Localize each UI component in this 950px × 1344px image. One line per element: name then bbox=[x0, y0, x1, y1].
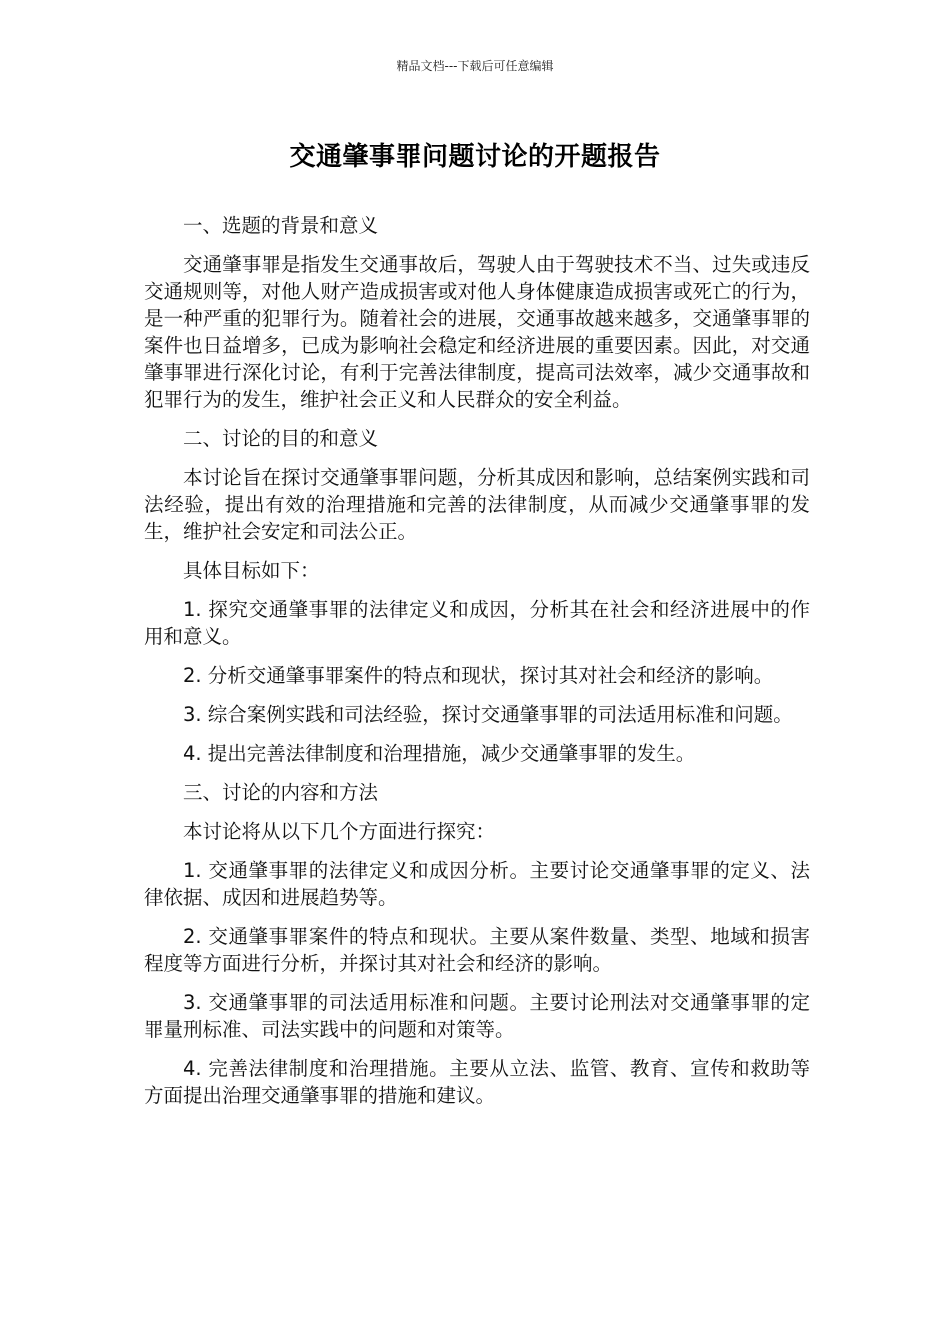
list-item-goal-2: 2. 分析交通肇事罪案件的特点和现状，探讨其对社会和经济的影响。 bbox=[183, 664, 774, 687]
list-item-content-1: 1. 交通肇事罪的法律定义和成因分析。主要讨论交通肇事罪的定义、法律依据、成因和进展趋势等。 bbox=[144, 859, 810, 909]
list-item-goal-1: 1. 探究交通肇事罪的法律定义和成因，分析其在社会和经济进展中的作用和意义。 bbox=[144, 598, 810, 648]
section-heading-background: 一、选题的背景和意义 bbox=[183, 214, 379, 237]
document-title: 交通肇事罪问题讨论的开题报告 bbox=[289, 142, 661, 172]
section-heading-purpose: 二、讨论的目的和意义 bbox=[183, 427, 379, 450]
paragraph-content-intro: 本讨论将从以下几个方面进行探究： bbox=[183, 820, 496, 843]
list-item-content-4: 4. 完善法律制度和治理措施。主要从立法、监管、教育、宣传和救助等方面提出治理交通肇事罪的措施和建议。 bbox=[144, 1057, 810, 1107]
list-item-goal-4: 4. 提出完善法律制度和治理措施，减少交通肇事罪的发生。 bbox=[183, 742, 696, 765]
paragraph-background: 交通肇事罪是指发生交通事故后，驾驶人由于驾驶技术不当、过失或违反交通规则等，对他人财产造成损害或对他人身体健康造成损害或死亡的行为，是一种严重的犯罪行为。随着社会的进展，交通事故越来越多，交通肇事罪的案件也日益增多，已成为影响社会稳定和经济进展的重要因素。因此，对交通肇事罪进行深化讨论，有利于完善法律制度，提高司法效率，减少交通事故和犯罪行为的发生，维护社会正义和人民群众的安全利益。 bbox=[144, 253, 810, 411]
page-header: 精品文档---下载后可任意编辑 bbox=[396, 59, 554, 73]
paragraph-goals-intro: 具体目标如下： bbox=[183, 559, 320, 582]
list-item-goal-3: 3. 综合案例实践和司法经验，探讨交通肇事罪的司法适用标准和问题。 bbox=[183, 703, 793, 726]
list-item-content-3: 3. 交通肇事罪的司法适用标准和问题。主要讨论刑法对交通肇事罪的定罪量刑标准、司法实践中的问题和对策等。 bbox=[144, 991, 810, 1041]
section-heading-content-method: 三、讨论的内容和方法 bbox=[183, 781, 379, 804]
paragraph-purpose: 本讨论旨在探讨交通肇事罪问题，分析其成因和影响，总结案例实践和司法经验，提出有效的治理措施和完善的法律制度，从而减少交通肇事罪的发生，维护社会安定和司法公正。 bbox=[144, 466, 810, 543]
document-body bbox=[144, 212, 810, 1121]
list-item-content-2: 2. 交通肇事罪案件的特点和现状。主要从案件数量、类型、地域和损害程度等方面进行分析，并探讨其对社会和经济的影响。 bbox=[144, 925, 810, 975]
